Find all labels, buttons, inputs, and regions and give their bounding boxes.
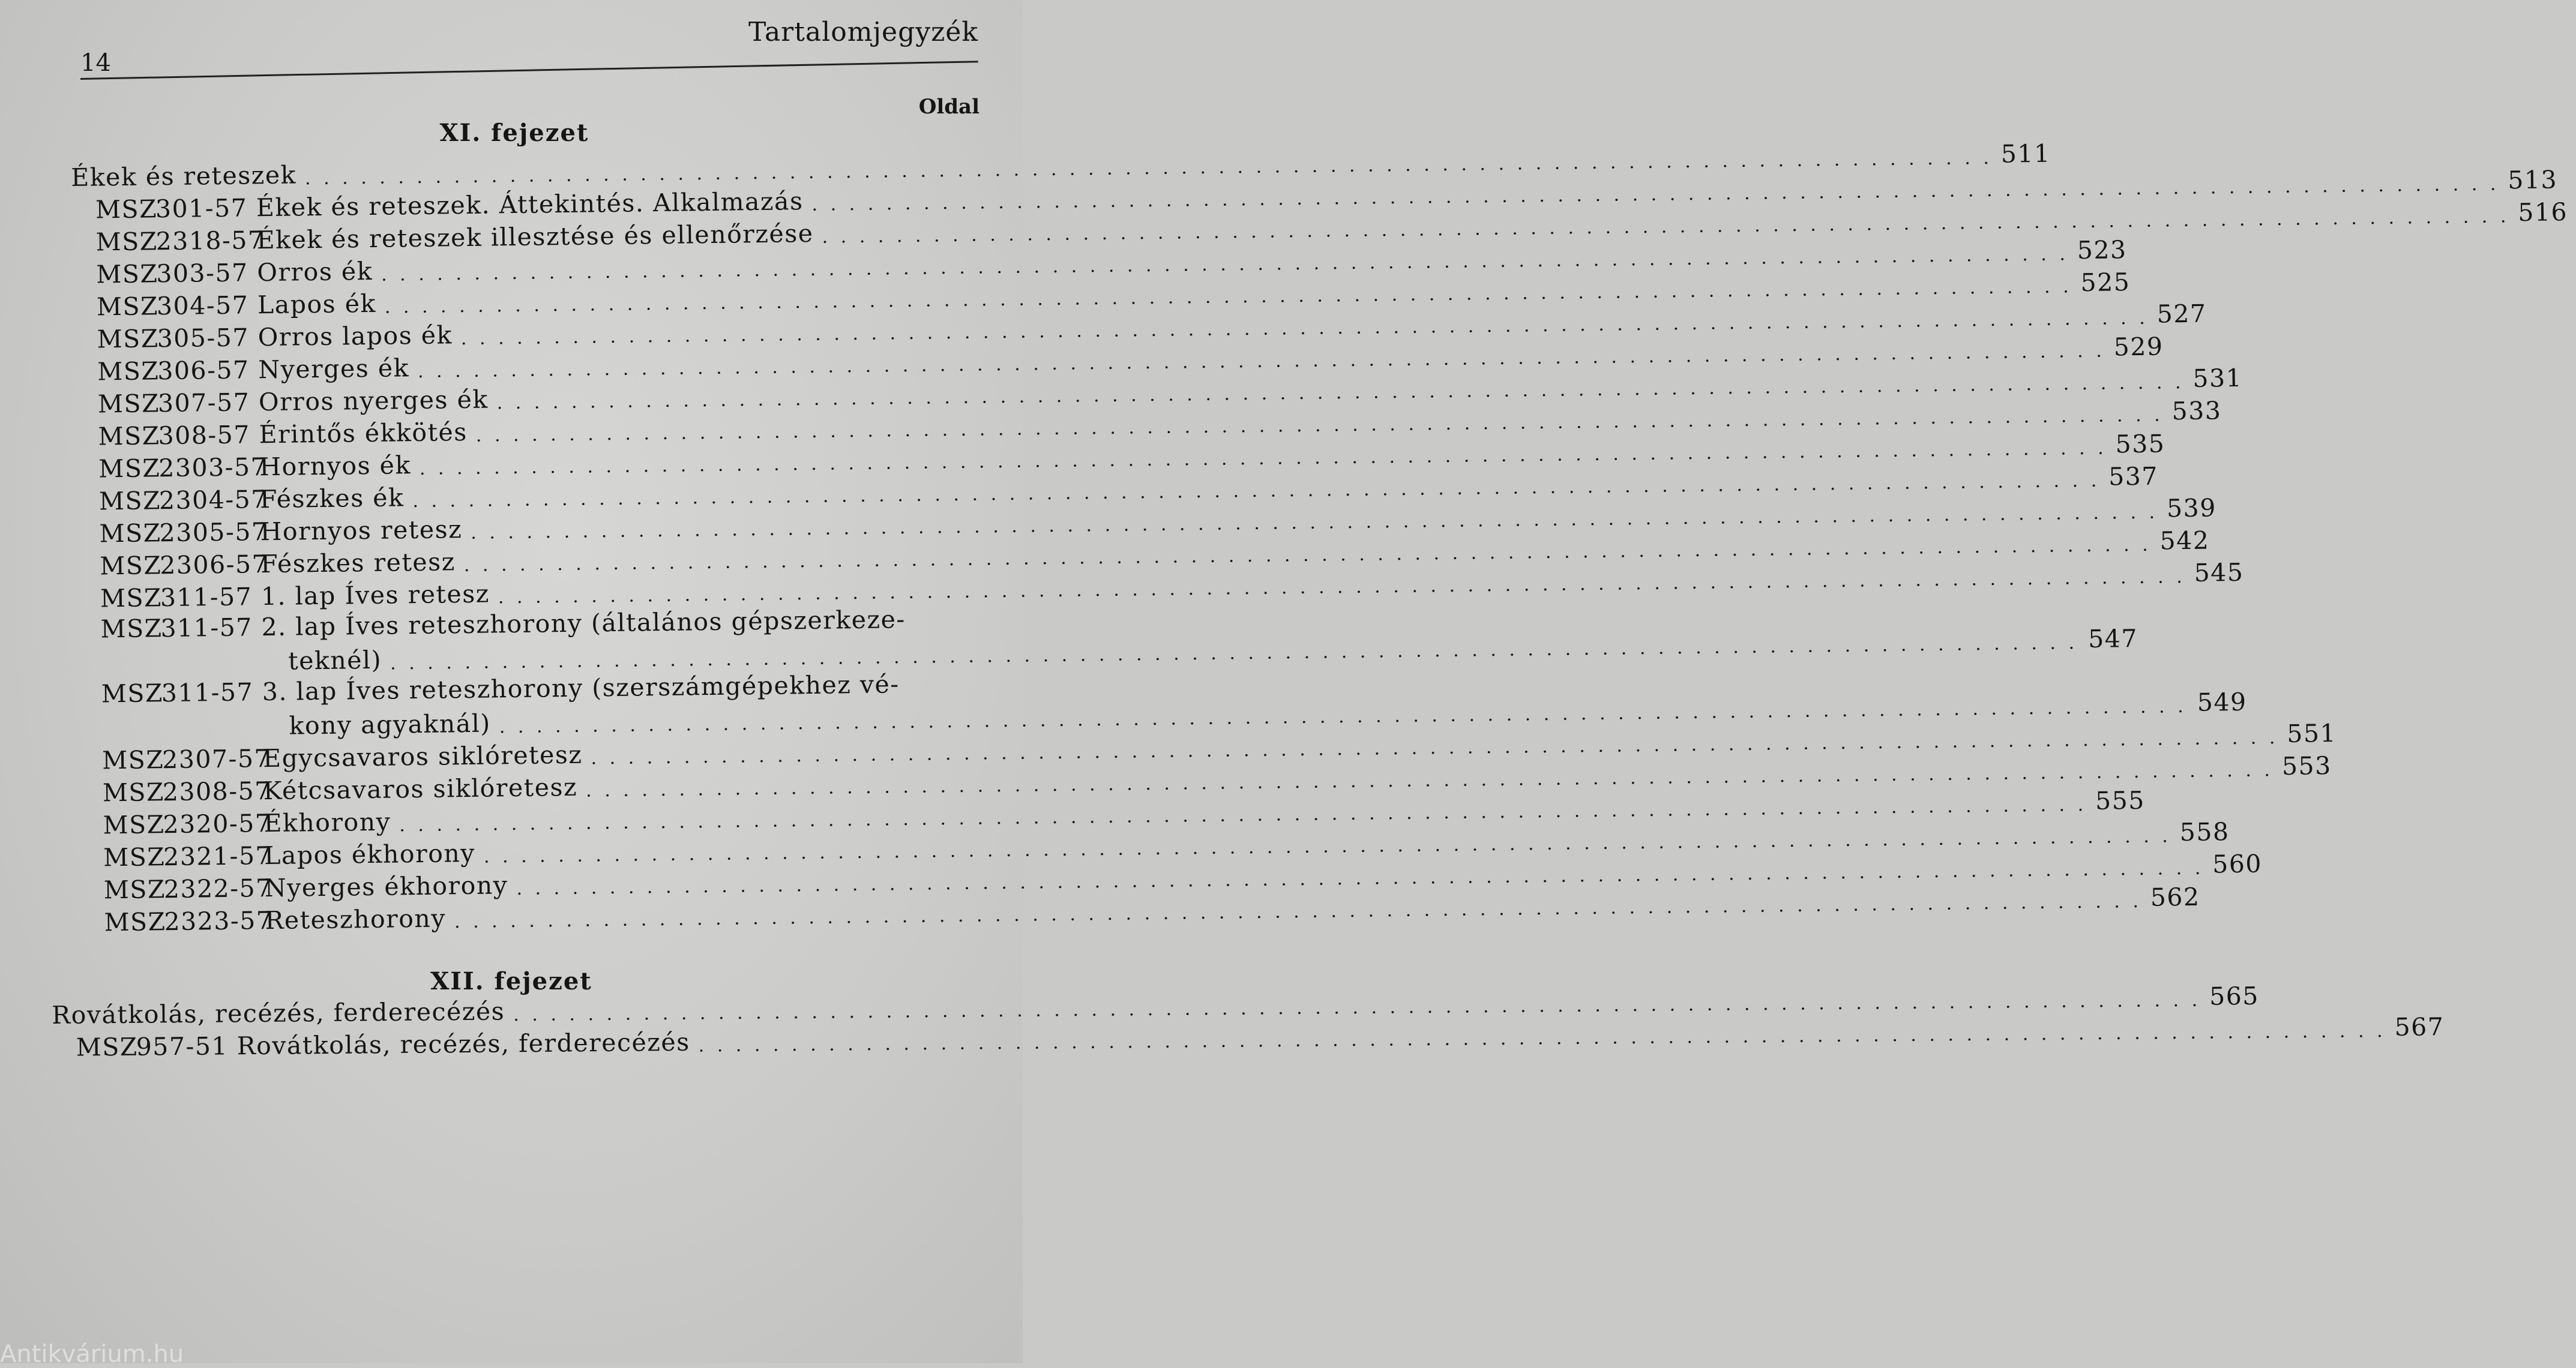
chapter-heading: XI. fejezet bbox=[439, 119, 589, 147]
standard-prefix: MSZ bbox=[98, 486, 161, 516]
standard-code: 2307-57 bbox=[161, 744, 271, 775]
toc-entry-title: Egycsavaros siklóretesz bbox=[262, 740, 583, 773]
toc-section-chapter-11 bbox=[71, 139, 2568, 937]
toc-page-ref: 527 bbox=[2156, 299, 2207, 329]
standard-prefix: MSZ bbox=[76, 1032, 138, 1062]
toc-page-ref: 549 bbox=[2197, 687, 2247, 717]
watermark: Antikvárium.hu bbox=[0, 1340, 184, 1368]
standard-prefix: MSZ bbox=[97, 356, 160, 386]
standard-prefix: MSZ bbox=[97, 324, 160, 354]
dot-leader bbox=[822, 206, 2509, 247]
toc-entry-title: Reteszhorony bbox=[265, 904, 447, 935]
standard-prefix: MSZ bbox=[102, 778, 165, 808]
toc-page-ref: 545 bbox=[2194, 557, 2244, 587]
toc-page-ref: 558 bbox=[2179, 817, 2230, 847]
toc-page-ref: 513 bbox=[2507, 165, 2558, 195]
toc-entry-title: Orros lapos ék bbox=[257, 320, 453, 352]
toc-main-title: Rovátkolás, recézés, ferderecézés bbox=[52, 997, 505, 1030]
standard-prefix: MSZ bbox=[100, 583, 163, 613]
toc-entry-title: Fészkes ék bbox=[259, 483, 405, 514]
toc-entry-list bbox=[71, 165, 2568, 937]
toc-page-ref: 555 bbox=[2095, 785, 2146, 815]
toc-page-ref: 531 bbox=[2192, 363, 2243, 393]
toc-entry-title: Nyerges ékhorony bbox=[264, 871, 508, 903]
toc-entry-title: Ékhorony bbox=[263, 807, 391, 838]
standard-prefix: MSZ bbox=[96, 259, 158, 289]
toc-page-ref: 551 bbox=[2287, 718, 2337, 748]
toc-entry-title: Hornyos ék bbox=[259, 451, 412, 482]
standard-prefix: MSZ bbox=[97, 389, 160, 419]
standard-code: 2305-57 bbox=[159, 517, 268, 548]
toc-page-ref: 516 bbox=[2518, 197, 2568, 227]
toc-entry-title: Ékek és reteszek illesztése és ellenőrzése bbox=[256, 218, 814, 255]
toc-page-ref: 562 bbox=[2150, 882, 2200, 912]
toc-entry-title: Hornyos retesz bbox=[260, 515, 463, 547]
toc-page-ref: 525 bbox=[2080, 268, 2131, 298]
standard-prefix: MSZ bbox=[99, 518, 161, 548]
standard-prefix: MSZ bbox=[95, 194, 158, 224]
standard-code: 311-57 bbox=[160, 582, 253, 613]
toc-page-ref: 547 bbox=[2087, 623, 2138, 653]
standard-prefix: MSZ bbox=[98, 454, 161, 484]
toc-entry-title: Orros ék bbox=[257, 256, 373, 287]
toc-page-ref: 542 bbox=[2159, 526, 2210, 556]
toc-page-ref: 560 bbox=[2212, 849, 2263, 879]
standard-prefix: MSZ bbox=[101, 745, 164, 775]
toc-page-ref: 533 bbox=[2171, 396, 2222, 426]
header-rule bbox=[80, 61, 978, 80]
standard-code: 2306-57 bbox=[159, 550, 269, 580]
dot-leader bbox=[699, 1021, 2386, 1057]
toc-entry-title: Lapos ék bbox=[257, 289, 377, 320]
toc-entry-title-continuation: kony agyaknál) bbox=[289, 709, 492, 740]
toc-entry-title: 2. lap Íves reteszhorony (általános gépszerkeze- bbox=[261, 605, 906, 642]
toc-page-ref: 567 bbox=[2394, 1012, 2445, 1042]
toc-entry-title: Orros nyerges ék bbox=[258, 385, 489, 417]
standard-code: 306-57 bbox=[157, 355, 250, 386]
toc-page-ref: 535 bbox=[2115, 429, 2165, 459]
toc-entry-title: Lapos ékhorony bbox=[263, 838, 476, 871]
standard-code: 311-57 bbox=[161, 677, 254, 708]
toc-entry-title: Rovátkolás, recézés, ferderecézés bbox=[236, 1027, 690, 1061]
standard-code: 2320-57 bbox=[163, 808, 272, 839]
standard-prefix: MSZ bbox=[104, 907, 166, 937]
standard-prefix: MSZ bbox=[103, 810, 165, 840]
toc-entry-title: Ékek és reteszek. Áttekintés. Alkalmazás bbox=[256, 187, 804, 223]
standard-prefix: MSZ bbox=[100, 614, 163, 644]
standard-code: 2304-57 bbox=[158, 485, 268, 515]
standard-code: 301-57 bbox=[155, 193, 248, 224]
toc-main-title: Ékek és reteszek bbox=[71, 160, 297, 192]
standard-code: 305-57 bbox=[157, 323, 250, 353]
standard-prefix: MSZ bbox=[96, 292, 159, 322]
toc-entry-title-continuation: teknél) bbox=[287, 645, 382, 676]
toc-entry bbox=[100, 602, 2138, 677]
chapter-heading: XII. fejezet bbox=[430, 967, 592, 995]
toc-entry-title: Fészkes retesz bbox=[260, 547, 456, 579]
standard-code: 2322-57 bbox=[163, 873, 273, 904]
standard-code: 2303-57 bbox=[158, 452, 268, 483]
standard-code: 2323-57 bbox=[164, 905, 273, 937]
page-column-label: Oldal bbox=[918, 95, 980, 119]
standard-code: 308-57 bbox=[158, 420, 251, 451]
standard-code: 2308-57 bbox=[162, 776, 272, 807]
toc-page-ref: 553 bbox=[2281, 751, 2332, 781]
standard-prefix: MSZ bbox=[103, 875, 166, 905]
standard-prefix: MSZ bbox=[101, 679, 164, 709]
toc-entry-title: Kétcsavaros siklóretesz bbox=[263, 772, 578, 806]
toc-page-ref: 523 bbox=[2077, 235, 2127, 265]
dot-leader bbox=[454, 891, 2142, 932]
standard-code: 304-57 bbox=[156, 290, 249, 321]
toc-page-ref: 565 bbox=[2209, 981, 2260, 1011]
standard-code: 311-57 bbox=[160, 613, 253, 643]
standard-code: 957-51 bbox=[136, 1031, 229, 1061]
standard-code: 303-57 bbox=[156, 258, 248, 289]
standard-code: 2318-57 bbox=[155, 226, 265, 256]
standard-code: 307-57 bbox=[157, 388, 250, 418]
toc-page-ref: 511 bbox=[2000, 139, 2051, 169]
standard-prefix: MSZ bbox=[98, 421, 160, 451]
toc-entry bbox=[101, 667, 2247, 742]
toc-entry-title: Érintős ékkötés bbox=[259, 417, 468, 449]
dot-leader bbox=[513, 990, 2201, 1026]
page-number: 14 bbox=[80, 49, 111, 77]
toc-page-ref: 537 bbox=[2108, 461, 2159, 491]
standard-prefix: MSZ bbox=[95, 227, 158, 257]
standard-code: 2321-57 bbox=[163, 841, 272, 872]
standard-prefix: MSZ bbox=[103, 842, 166, 872]
toc-entry-title: Nyerges ék bbox=[258, 353, 410, 385]
toc-page-ref: 539 bbox=[2166, 493, 2217, 523]
standard-prefix: MSZ bbox=[99, 551, 162, 581]
running-header-title: Tartalomjegyzék bbox=[748, 17, 978, 47]
toc-entry-title: 1. lap Íves retesz bbox=[260, 579, 490, 611]
toc-page-ref: 529 bbox=[2113, 332, 2164, 362]
toc-entry-title: 3. lap Íves reteszhorony (szerszámgépekhez vé- bbox=[262, 670, 900, 707]
